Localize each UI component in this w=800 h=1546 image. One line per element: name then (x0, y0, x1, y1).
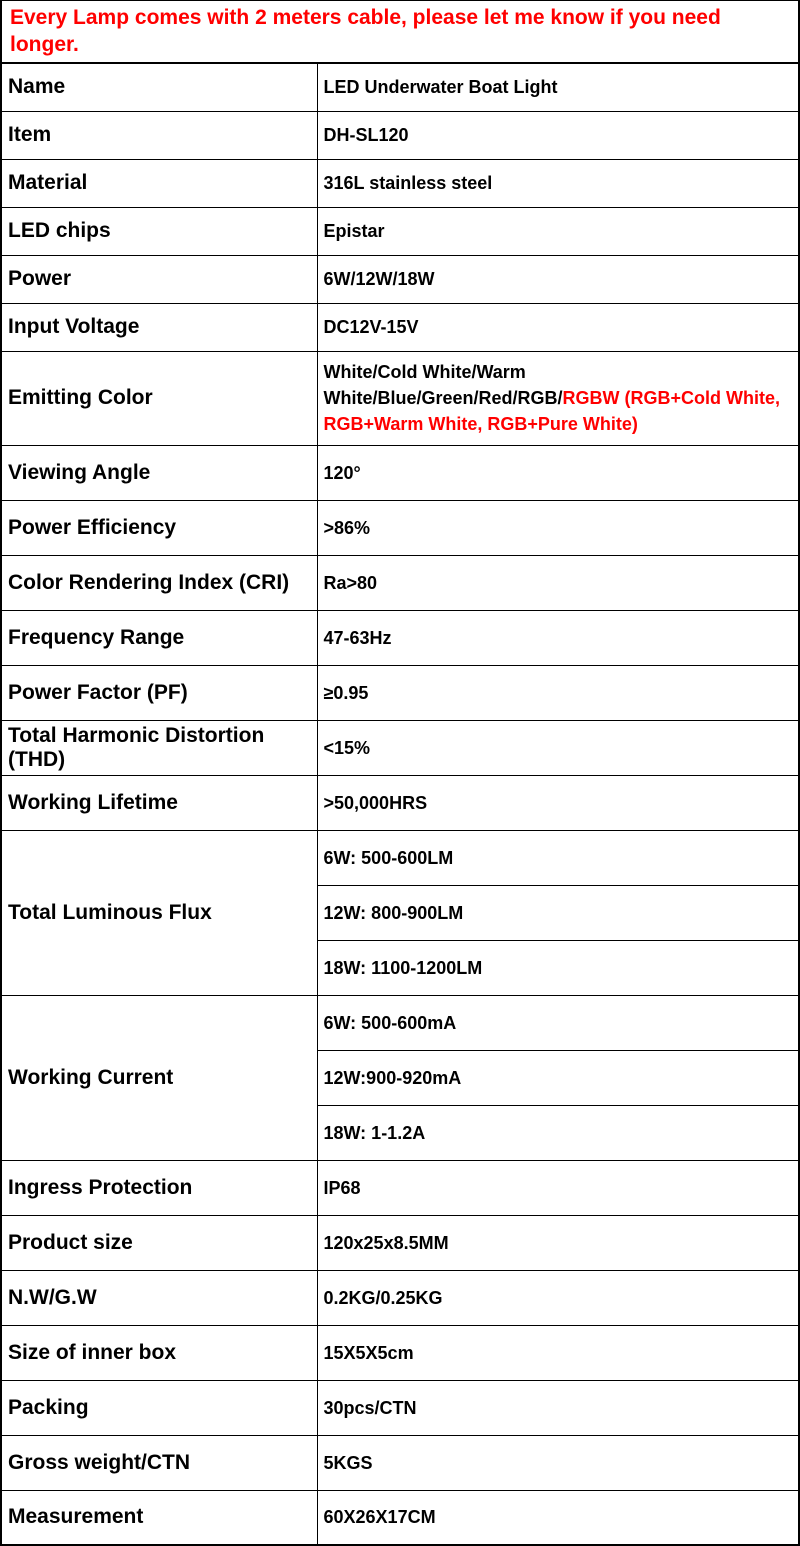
table-row (1, 351, 799, 445)
row-value: 120° (317, 445, 799, 500)
row-value: DH-SL120 (317, 111, 799, 159)
row-value: 15X5X5cm (317, 1325, 799, 1380)
table-row (1, 445, 799, 500)
table-row (1, 303, 799, 351)
table-row (1, 1380, 799, 1435)
table-row (1, 830, 799, 885)
row-value: <15% (317, 720, 799, 775)
row-value: 60X26X17CM (317, 1490, 799, 1545)
row-label: Item (1, 111, 317, 159)
row-value: 18W: 1100-1200LM (317, 940, 799, 995)
emitting-color-rgbw: RGBW (RGB+Cold White, RGB+Warm White, RGB+Pure White) (323, 388, 781, 434)
table-row (1, 63, 799, 111)
row-value: 0.2KG/0.25KG (317, 1270, 799, 1325)
table-row (1, 1325, 799, 1380)
row-value: 316L stainless steel (317, 159, 799, 207)
row-value: 12W: 800-900LM (317, 885, 799, 940)
spec-table (0, 62, 800, 1546)
row-label: Working Lifetime (1, 775, 317, 830)
table-row (1, 255, 799, 303)
table-row (1, 1270, 799, 1325)
table-row (1, 1215, 799, 1270)
row-label: Color Rendering Index (CRI) (1, 555, 317, 610)
row-value: 5KGS (317, 1435, 799, 1490)
row-value: 18W: 1-1.2A (317, 1105, 799, 1160)
row-value (317, 351, 799, 445)
row-value: 120x25x8.5MM (317, 1215, 799, 1270)
row-value: 6W: 500-600LM (317, 830, 799, 885)
row-label: Ingress Protection (1, 1160, 317, 1215)
row-value: LED Underwater Boat Light (317, 63, 799, 111)
row-value: >50,000HRS (317, 775, 799, 830)
row-label: Power Efficiency (1, 500, 317, 555)
cable-notice: Every Lamp comes with 2 meters cable, please let me know if you need longer. (0, 0, 800, 62)
row-label: Total Luminous Flux (1, 830, 317, 995)
row-label: Size of inner box (1, 1325, 317, 1380)
row-value: 12W:900-920mA (317, 1050, 799, 1105)
table-row (1, 1435, 799, 1490)
row-value: IP68 (317, 1160, 799, 1215)
row-label: Power (1, 255, 317, 303)
table-row (1, 720, 799, 775)
row-label: Total Harmonic Distortion (THD) (1, 720, 317, 775)
row-value: >86% (317, 500, 799, 555)
row-label: Input Voltage (1, 303, 317, 351)
row-value: 6W: 500-600mA (317, 995, 799, 1050)
row-label: Product size (1, 1215, 317, 1270)
row-label: LED chips (1, 207, 317, 255)
table-row (1, 500, 799, 555)
table-row (1, 995, 799, 1050)
table-row (1, 665, 799, 720)
row-label: Gross weight/CTN (1, 1435, 317, 1490)
row-value: 47-63Hz (317, 610, 799, 665)
row-label: Name (1, 63, 317, 111)
row-label: Measurement (1, 1490, 317, 1545)
table-row (1, 1490, 799, 1545)
row-label: Emitting Color (1, 351, 317, 445)
row-label: Power Factor (PF) (1, 665, 317, 720)
table-row (1, 111, 799, 159)
emitting-color-standard: White/Cold White/Warm White/Blue/Green/Red/RGB/ (323, 362, 563, 408)
row-value: Epistar (317, 207, 799, 255)
row-label: N.W/G.W (1, 1270, 317, 1325)
row-label: Working Current (1, 995, 317, 1160)
table-row (1, 610, 799, 665)
row-value: ≥0.95 (317, 665, 799, 720)
row-value: 6W/12W/18W (317, 255, 799, 303)
table-row (1, 1160, 799, 1215)
row-value: Ra>80 (317, 555, 799, 610)
row-value: 30pcs/CTN (317, 1380, 799, 1435)
table-row (1, 775, 799, 830)
row-value: DC12V-15V (317, 303, 799, 351)
row-label: Frequency Range (1, 610, 317, 665)
row-label: Packing (1, 1380, 317, 1435)
row-label: Viewing Angle (1, 445, 317, 500)
table-row (1, 555, 799, 610)
table-row (1, 159, 799, 207)
table-row (1, 207, 799, 255)
row-label: Material (1, 159, 317, 207)
